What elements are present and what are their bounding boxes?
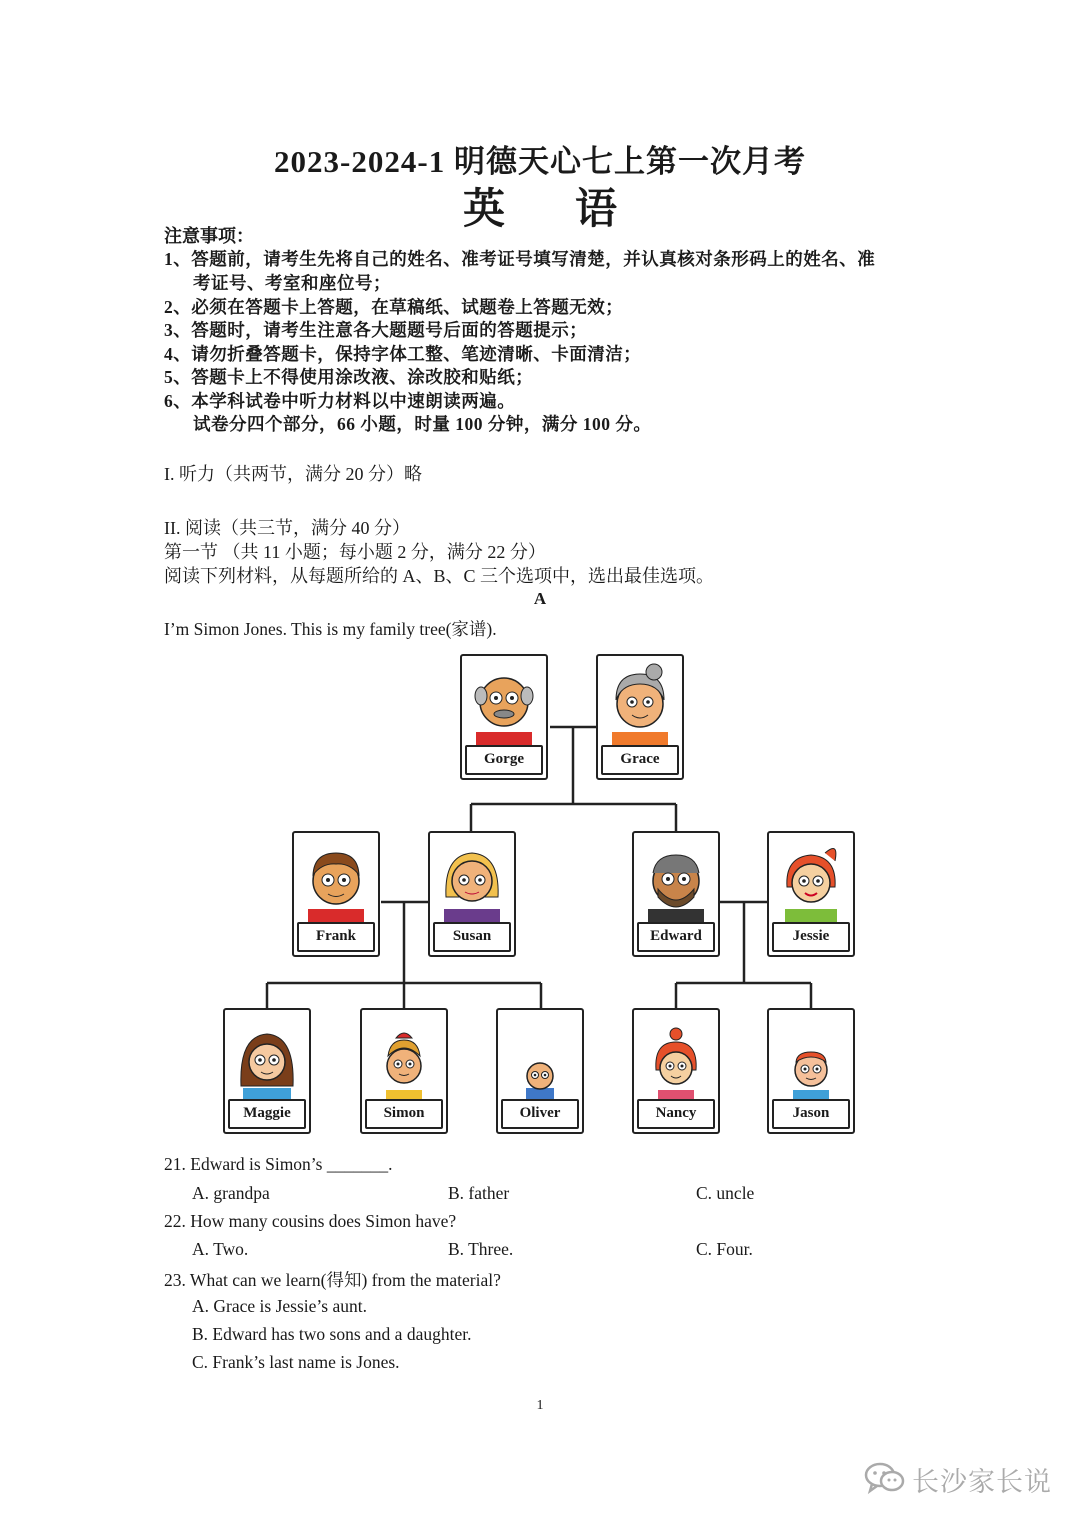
card-grace (596, 654, 684, 780)
card-nancy (632, 1008, 720, 1134)
question-21-option-a: A. grandpa (192, 1183, 270, 1203)
notice-item-6: 6、本学科试卷中听力材料以中速朗读两遍。 (164, 391, 516, 411)
exam-title: 2023-2024-1 明德天心七上第一次月考 (274, 144, 806, 179)
girl-cousin-portrait-icon (638, 1014, 714, 1104)
card-edward (632, 831, 720, 957)
question-22-option-b: B. Three. (448, 1239, 514, 1259)
question-22: 22. How many cousins does Simon have? (164, 1211, 457, 1231)
card-simon (360, 1008, 448, 1134)
question-23-option-c: C. Frank’s last name is Jones. (192, 1352, 400, 1372)
card-name-frank: Frank (297, 922, 375, 952)
card-name-edward: Edward (637, 922, 715, 952)
girl-portrait-icon (229, 1014, 305, 1104)
section-reading: II. 阅读（共三节，满分 40 分） (164, 518, 410, 538)
uncle-portrait-icon (638, 837, 714, 927)
notice-item-5: 5、答题卡上不得使用涂改液、涂改胶和贴纸； (164, 367, 534, 387)
question-23: 23. What can we learn(得知) from the material? (164, 1270, 501, 1290)
baby-portrait-icon (502, 1014, 578, 1104)
card-name-nancy: Nancy (637, 1099, 715, 1129)
card-name-oliver: Oliver (501, 1099, 579, 1129)
subject-title: 英语 (462, 187, 687, 233)
card-jessie (767, 831, 855, 957)
notice-item-2: 2、必须在答题卡上答题，在草稿纸、试题卷上答题无效； (164, 297, 624, 317)
question-22-option-c: C. Four. (696, 1239, 753, 1259)
card-name-grace: Grace (601, 745, 679, 775)
boy-cousin-portrait-icon (773, 1014, 849, 1104)
watermark (860, 1456, 1060, 1500)
mother-portrait-icon (434, 837, 510, 927)
notice-item-1: 1、答题前，请考生先将自己的姓名、准考证号填写清楚，并认真核对条形码上的姓名、准 (164, 249, 876, 269)
section-listening: I. 听力（共两节，满分 20 分）略 (164, 464, 422, 484)
notice-item-1-cont: 考证号、考室和座位号； (193, 273, 391, 293)
father-portrait-icon (298, 837, 374, 927)
card-name-simon: Simon (365, 1099, 443, 1129)
grandpa-portrait-icon (466, 660, 542, 750)
card-frank (292, 831, 380, 957)
question-21-option-c: C. uncle (696, 1183, 755, 1203)
card-gorge (460, 654, 548, 780)
section-instruction: 阅读下列材料，从每题所给的 A、B、C 三个选项中，选出最佳选项。 (164, 566, 715, 586)
card-name-maggie: Maggie (228, 1099, 306, 1129)
notice-item-3: 3、答题时，请考生注意各大题题号后面的答题提示； (164, 320, 588, 340)
card-susan (428, 831, 516, 957)
watermark-text: 长沙家长说 (912, 1467, 1052, 1498)
aunt-portrait-icon (773, 837, 849, 927)
notice-item-4: 4、请勿折叠答题卡，保持字体工整、笔迹清晰、卡面清洁； (164, 344, 642, 364)
question-21-option-b: B. father (448, 1183, 510, 1203)
card-jason (767, 1008, 855, 1134)
boy-portrait-icon (366, 1014, 442, 1104)
passage-intro: I’m Simon Jones. This is my family tree(家谱). (164, 619, 497, 639)
grandma-portrait-icon (602, 660, 678, 750)
notice-item-6-cont: 试卷分四个部分，66 小题，时量 100 分钟，满分 100 分。 (193, 414, 652, 434)
question-22-option-a: A. Two. (192, 1239, 249, 1259)
question-23-option-a: A. Grace is Jessie’s aunt. (192, 1296, 367, 1316)
card-name-susan: Susan (433, 922, 511, 952)
card-name-jessie: Jessie (772, 922, 850, 952)
card-name-jason: Jason (772, 1099, 850, 1129)
page-number: 1 (536, 1398, 544, 1413)
notice-heading: 注意事项： (164, 226, 254, 246)
section-part-one: 第一节 （共 11 小题；每小题 2 分，满分 22 分） (164, 542, 546, 562)
question-23-option-b: B. Edward has two sons and a daughter. (192, 1324, 472, 1344)
card-oliver (496, 1008, 584, 1134)
card-name-gorge: Gorge (465, 745, 543, 775)
wechat-icon (864, 1460, 906, 1496)
passage-label: A (533, 589, 547, 608)
question-21: 21. Edward is Simon’s _______. (164, 1154, 393, 1174)
card-maggie (223, 1008, 311, 1134)
